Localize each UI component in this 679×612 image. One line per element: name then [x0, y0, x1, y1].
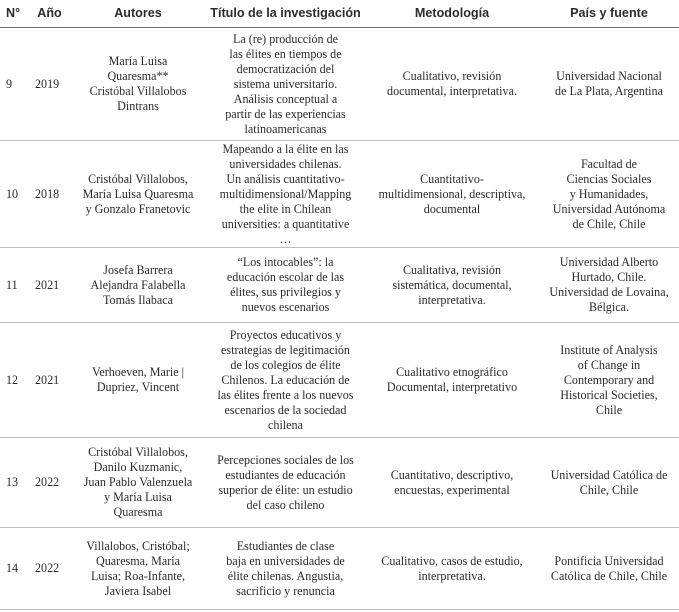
authors-line: Villalobos, Cristóbal; [86, 538, 190, 553]
authors-line: Javiera Isabel [104, 583, 172, 598]
header-year: Año [29, 0, 70, 28]
method-line: interpretativa. [418, 292, 486, 307]
method-line: documental [423, 201, 481, 216]
row-year: 2021 [29, 248, 70, 323]
title-line: sacrificio y renuncia [236, 583, 335, 598]
row-year: 2018 [29, 141, 70, 248]
title-line: educación escolar de las [226, 270, 345, 284]
title-line: Un análisis cuantitativo- [226, 171, 345, 186]
authors-line: y Gonzalo Franetovic [85, 201, 191, 216]
row-methodology [365, 323, 539, 438]
row-authors [70, 323, 206, 438]
row-number: 13 [0, 438, 29, 528]
country-line: de Chile, Chile [572, 216, 646, 231]
row-country-source [539, 323, 679, 438]
authors-line: Luisa; Roa-Infante, [90, 568, 186, 583]
method-line: Cuantitativo, descriptivo, [390, 467, 514, 482]
method-line: documental, interpretativa. [387, 84, 517, 98]
row-number: 11 [0, 248, 29, 323]
title-line: de los colegios de élite [230, 357, 341, 372]
country-line: Chile [595, 402, 623, 417]
title-line: estrategias de legitimación [221, 342, 350, 357]
authors-line: Juan Pablo Valenzuela [83, 475, 193, 489]
method-line: sistemática, documental, [392, 277, 512, 292]
title-line: baja en universidades de [226, 553, 345, 568]
authors-line: Cristóbal Villalobos [89, 84, 187, 98]
row-authors [70, 528, 206, 610]
row-number: 12 [0, 323, 29, 438]
country-line: Universidad Católica de [550, 467, 668, 482]
table-row [0, 141, 679, 248]
table-row [0, 438, 679, 528]
method-line: Cualitativo, casos de estudio, [381, 553, 523, 568]
header-country-source: País y fuente [539, 0, 679, 28]
country-line: Católica de Chile, Chile [550, 568, 668, 583]
title-line: chilena [268, 417, 303, 432]
row-number: 14 [0, 528, 29, 610]
row-methodology [365, 28, 539, 141]
row-authors [70, 248, 206, 323]
title-line: superior de élite: un estudio [218, 482, 353, 497]
country-line: Universidad Autónoma [552, 201, 666, 216]
title-line: universidades chilenas. [229, 156, 342, 171]
title-line: las élites frente a los nuevos [217, 387, 354, 402]
title-line: nuevos escenarios [241, 300, 330, 314]
row-country-source [539, 528, 679, 610]
row-country-source [539, 248, 679, 323]
country-line: Contemporary and [563, 372, 655, 387]
authors-line: Cristóbal Villalobos, [88, 445, 188, 459]
table-header [0, 0, 679, 28]
method-line: Documental, interpretativo [386, 380, 518, 394]
row-title [206, 323, 365, 438]
title-line: Proyectos educativos y [229, 327, 342, 342]
method-line: Cualitativa, revisión [402, 262, 502, 277]
title-line: multidimensional/Mapping [219, 186, 352, 201]
authors-line: Dupriez, Vincent [96, 380, 180, 394]
header-title: Título de la investigación [206, 0, 365, 28]
title-line: del caso chileno [246, 497, 325, 512]
row-number: 9 [0, 28, 29, 141]
table-row [0, 248, 679, 323]
row-authors [70, 438, 206, 528]
country-line: de La Plata, Argentina [555, 84, 663, 98]
method-line: encuestas, experimental [394, 482, 510, 497]
title-line: La (re) producción de [232, 31, 339, 46]
country-line: Universidad de Lovaina, [549, 285, 669, 299]
header-authors: Autores [70, 0, 206, 28]
title-line: Chilenos. La educación de [221, 372, 350, 387]
country-line: Historical Societies, [560, 387, 658, 402]
authors-line: María Luisa Quaresma [82, 186, 194, 201]
title-line: democratización del [236, 61, 335, 76]
title-line: Estudiantes de clase [236, 538, 335, 553]
authors-line: Josefa Barrera [103, 262, 173, 277]
country-line: of Change in [577, 357, 641, 372]
title-line: “Los intocables”: la [237, 255, 334, 269]
row-authors [70, 141, 206, 248]
country-line: Universidad Nacional [556, 69, 662, 83]
country-line: Ciencias Sociales [566, 171, 652, 186]
title-line: partir de las experiencias [225, 106, 346, 121]
method-line: Cuantitativo- [420, 171, 484, 186]
row-title [206, 528, 365, 610]
method-line: Cualitativo etnográfico [396, 365, 508, 379]
title-line: universities: a quantitative [221, 216, 350, 231]
row-methodology [365, 141, 539, 248]
authors-line: Quaresma, María [96, 553, 180, 568]
method-line: interpretativa. [418, 568, 486, 583]
row-authors [70, 28, 206, 141]
country-line: Bélgica. [589, 300, 629, 314]
row-title [206, 438, 365, 528]
country-line: Hurtado, Chile. [571, 270, 647, 284]
method-line: Cualitativo, revisión [402, 69, 502, 83]
authors-line: Alejandra Falabella [90, 277, 186, 292]
title-line: … [279, 231, 292, 246]
row-methodology [365, 248, 539, 323]
title-line: the elite in Chilean [239, 201, 332, 216]
country-line: y Humanidades, [569, 186, 649, 201]
title-line: Análisis conceptual a [233, 91, 338, 106]
header-number: N° [0, 0, 29, 28]
authors-line: Quaresma** [107, 69, 169, 83]
authors-line: Cristóbal Villalobos, [88, 171, 188, 186]
method-line: multidimensional, descriptiva, [378, 186, 526, 201]
row-country-source [539, 141, 679, 248]
authors-line: María Luisa [108, 54, 168, 68]
header-row [0, 0, 679, 28]
row-methodology [365, 438, 539, 528]
title-line: escenarios de la sociedad [224, 402, 347, 417]
title-line: las élites en tiempos de [229, 46, 342, 61]
authors-line: Verhoeven, Marie | [91, 365, 185, 379]
header-methodology: Metodología [365, 0, 539, 28]
row-year: 2022 [29, 528, 70, 610]
row-year: 2022 [29, 438, 70, 528]
country-line: Institute of Analysis [560, 342, 658, 357]
title-line: Percepciones sociales de los [217, 452, 354, 467]
title-line: latinoamericanas [244, 121, 327, 136]
row-title [206, 28, 365, 141]
authors-line: Quaresma [113, 505, 163, 519]
table-row [0, 323, 679, 438]
authors-line: Danilo Kuzmanic, [93, 460, 183, 474]
authors-line: y María Luisa [104, 490, 172, 504]
title-line: élites, sus privilegios y [230, 285, 341, 299]
country-line: Facultad de [580, 156, 638, 171]
table-row [0, 528, 679, 610]
row-country-source [539, 28, 679, 141]
row-year: 2021 [29, 323, 70, 438]
row-year: 2019 [29, 28, 70, 141]
title-line: Mapeando a la élite en las [222, 141, 349, 156]
country-line: Universidad Alberto [559, 255, 659, 269]
country-line: Pontificia Universidad [554, 553, 664, 568]
row-country-source [539, 438, 679, 528]
row-number: 10 [0, 141, 29, 248]
authors-line: Tomás Ilabaca [103, 292, 173, 307]
authors-line: Dintrans [117, 99, 159, 113]
row-title [206, 248, 365, 323]
row-title [206, 141, 365, 248]
title-line: estudiantes de educación [225, 467, 346, 482]
title-line: sistema universitario. [233, 76, 338, 91]
table-row [0, 28, 679, 141]
row-methodology [365, 528, 539, 610]
country-line: Chile, Chile [579, 482, 639, 497]
title-line: élite chilenas. Angustia, [227, 568, 344, 583]
